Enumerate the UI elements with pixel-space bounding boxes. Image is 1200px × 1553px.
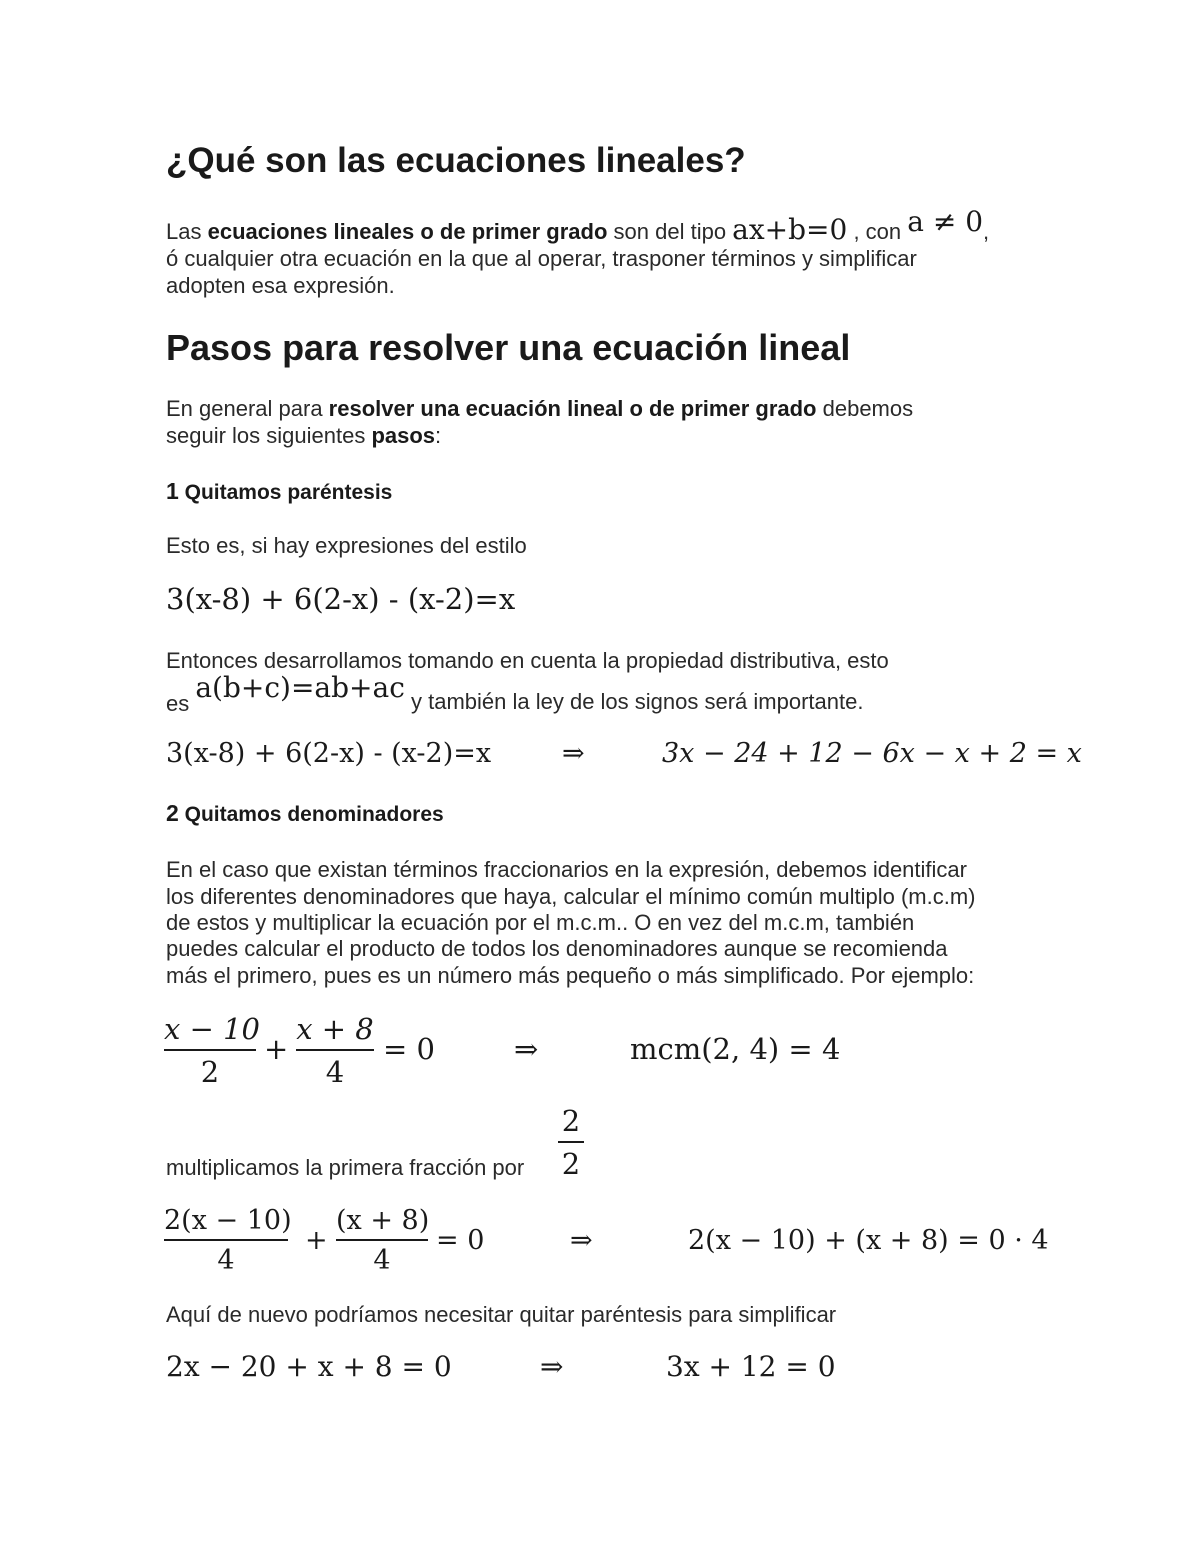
step2-para-line-5: más el primero, pues es un número más pequeño o más simplificado. Por ejemplo: [166,963,975,988]
fraction-2-over-2 [558,1104,584,1181]
heading-que-son: ¿Qué son las ecuaciones lineales? [166,141,746,180]
arrow-implies-1: ⇒ [562,738,585,769]
step2-para-line-4: puedes calcular el producto de todos los denominadores aunque se recomienda [166,936,948,961]
fraction-numerator: 2(x − 10) [164,1205,292,1236]
general-line-1 [166,395,913,422]
simplified-equation-right: 3x + 12 = 0 [666,1350,836,1383]
fraction-denominator: 2 [561,1147,581,1181]
plus-sign: + [264,1032,289,1066]
step1-title: Quitamos paréntesis [178,481,393,504]
intro-line-1 [166,205,990,246]
step2-number: 2 [166,800,179,826]
fraction-2x-minus-10-over-4 [164,1205,292,1276]
fraction-numerator: x + 8 [296,1012,374,1046]
general-bold: resolver una ecuación lineal o de primer grado [328,396,817,421]
fraction-bar [296,1049,374,1051]
general-text: debemos [816,396,914,421]
fraction-x-minus-10-over-2 [164,1012,260,1089]
step1-expl-text: es [166,691,196,716]
simplified-equation-left: 2x − 20 + x + 8 = 0 [166,1350,452,1383]
multiply-text: multiplicamos la primera fracción por [166,1155,525,1180]
general-text: : [435,423,442,448]
step1-equation: 3(x-8) + 6(2-x) - (x-2)=x [166,582,516,616]
fraction-bar [336,1239,428,1241]
intro-line-3: adopten esa expresión. [166,273,395,298]
general-line-2 [166,422,441,449]
fraction-denominator: 4 [373,1245,391,1276]
fraction-numerator: 2 [561,1104,581,1138]
intro-line-2: ó cualquier otra ecuación en la que al operar, trasponer términos y simplificar [166,246,917,271]
step2-para-line-2: los diferentes denominadores que haya, calcular el mínimo común multiplo (m.c.m) [166,884,976,909]
step1-eq2-left: 3(x-8) + 6(2-x) - (x-2)=x [166,738,492,769]
general-bold: pasos [371,423,436,448]
multiplied-equation: 2(x − 10) + (x + 8) = 0 · 4 [688,1225,1049,1256]
step1-number: 1 [166,478,179,504]
step2-para-line-1: En el caso que existan términos fraccionarios en la expresión, debemos identificar [166,857,967,882]
fraction-x-plus-8-over-4-b [336,1205,428,1276]
mcm-result: mcm(2, 4) = 4 [630,1032,841,1066]
fraction-x-plus-8-over-4 [296,1012,374,1089]
arrow-implies-3: ⇒ [570,1225,593,1256]
step1-expl-text: y también la ley de los signos será importante. [404,689,864,714]
fraction-bar [164,1049,256,1051]
intro-text: Las [166,219,208,244]
math-a-neq-0: a ≠ 0 [907,205,984,238]
fraction-denominator: 2 [200,1055,220,1089]
intro-text: , con [847,219,908,244]
simplify-text: Aquí de nuevo podríamos necesitar quitar paréntesis para simplificar [166,1302,837,1327]
fraction-bar [558,1141,584,1143]
general-text: seguir los siguientes [166,423,372,448]
fraction-denominator: 4 [217,1245,235,1276]
intro-bold: ecuaciones lineales o de primer grado [207,219,608,244]
fraction-bar [164,1239,288,1241]
arrow-implies-4: ⇒ [540,1350,564,1383]
intro-text: son del tipo [607,219,733,244]
step2-heading [166,800,444,827]
heading-pasos: Pasos para resolver una ecuación lineal [166,327,851,368]
step2-para-line-3: de estos y multiplicar la ecuación por el m.c.m.. O en vez del m.c.m, también [166,910,915,935]
equals-zero-2: = 0 [436,1225,485,1256]
step2-title: Quitamos denominadores [178,803,444,826]
fraction-numerator: x − 10 [164,1012,260,1046]
arrow-implies-2: ⇒ [514,1032,539,1066]
step1-eq2-right: 3x − 24 + 12 − 6x − x + 2 = x [662,738,1082,769]
intro-text: , [983,219,990,244]
plus-sign-2: + [305,1225,328,1256]
fraction-numerator: (x + 8) [336,1205,430,1236]
general-text: En general para [166,396,329,421]
step1-text: Esto es, si hay expresiones del estilo [166,533,527,558]
equals-zero: = 0 [383,1032,435,1066]
math-distributive: a(b+c)=ab+ac [195,671,405,704]
math-ax-b: ax+b=0 [732,213,848,246]
step1-heading [166,478,392,505]
step1-expl-line-2 [166,671,864,716]
step1-expl-line-1: Entonces desarrollamos tomando en cuenta la propiedad distributiva, esto [166,648,889,673]
fraction-denominator: 4 [325,1055,345,1089]
